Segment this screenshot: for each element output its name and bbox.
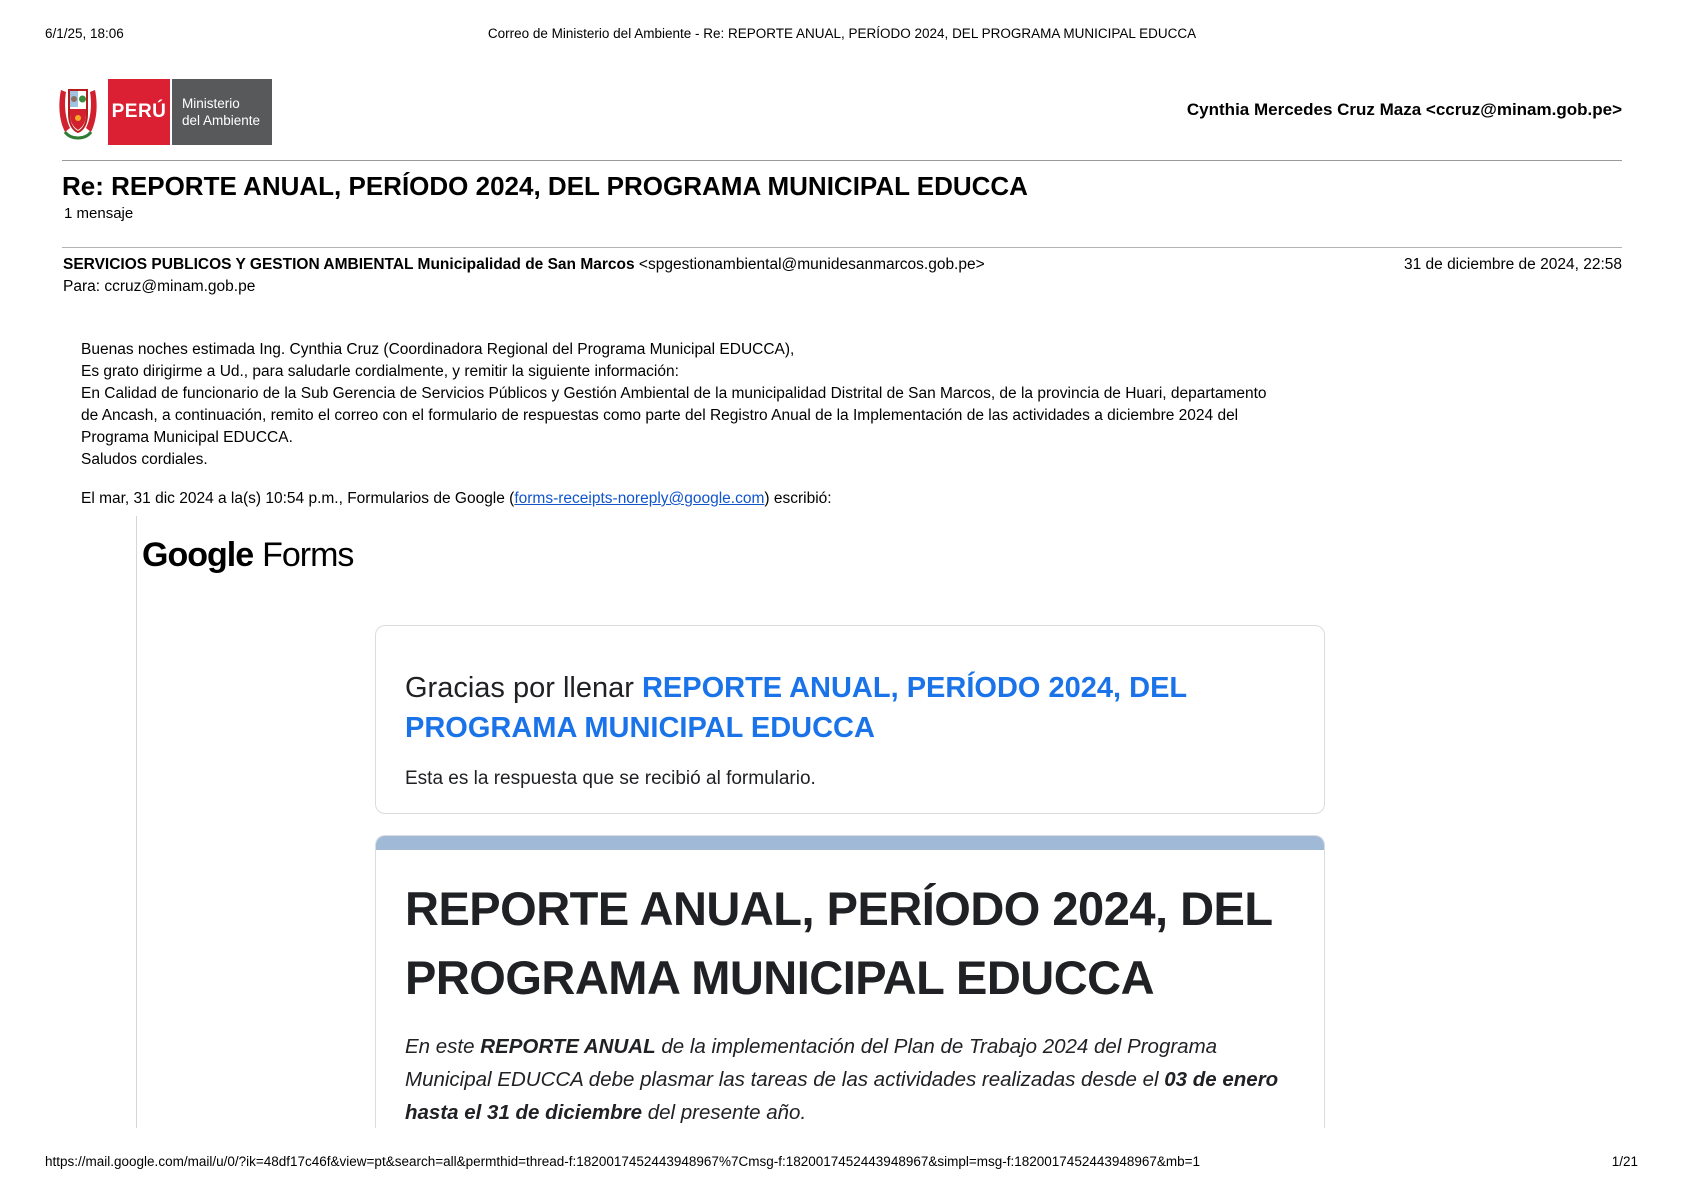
- message-date: 31 de diciembre de 2024, 22:58: [1403, 256, 1622, 273]
- page-number: 1/21: [1611, 1154, 1638, 1169]
- form-card-title: REPORTE ANUAL, PERÍODO 2024, DEL PROGRAMA MUNICIPAL EDUCCA: [405, 882, 1272, 1004]
- message-header-row: [63, 256, 1622, 274]
- body-line: En Calidad de funcionario de la Sub Gerencia de Servicios Públicos y Gestión Ambiental de la municipalidad Distrital de San Marcos, de la provincia de Huari, departamento: [81, 385, 1267, 402]
- body-line: de Ancash, a continuación, remito el correo con el formulario de respuestas como parte del Registro Anual de la Implementación de las actividades a diciembre 2024 del: [81, 407, 1239, 424]
- recipient-line: Para: ccruz@minam.gob.pe: [63, 278, 256, 295]
- sender-name: SERVICIOS PUBLICOS Y GESTION AMBIENTAL Municipalidad de San Marcos: [63, 256, 635, 273]
- sender-email: <spgestionambiental@munidesanmarcos.gob.pe>: [638, 256, 985, 273]
- quote-intro-text-end: ) escribió:: [764, 490, 832, 507]
- body-line: Buenas noches estimada Ing. Cynthia Cruz (Coordinadora Regional del Programa Municipal EDUCCA),: [81, 341, 795, 358]
- google-forms-logo-google: Google: [142, 536, 254, 574]
- ministry-name-line1: Ministerio: [182, 96, 240, 111]
- thanks-card: [375, 625, 1325, 814]
- peru-coat-of-arms-icon: [57, 80, 99, 144]
- message-count: 1 mensaje: [64, 205, 134, 222]
- description-segment: de la implementación del Plan de Trabajo 2024 del Programa Municipal EDUCCA debe plasmar las tareas de las actividades realizadas desde el: [405, 1035, 1218, 1091]
- quote-intro: [81, 490, 832, 508]
- divider: [62, 160, 1622, 161]
- print-document-title: Correo de Ministerio del Ambiente - Re: REPORTE ANUAL, PERÍODO 2024, DEL PROGRAMA MUNICIPAL EDUCCA: [487, 26, 1197, 41]
- divider: [62, 247, 1622, 248]
- description-segment: del presente año.: [642, 1101, 807, 1124]
- subject-title: Re: REPORTE ANUAL, PERÍODO 2024, DEL PROGRAMA MUNICIPAL EDUCCA: [62, 171, 1028, 201]
- forms-noreply-email-link[interactable]: forms-receipts-noreply@google.com: [514, 490, 765, 507]
- thanks-prefix: Gracias por llenar: [405, 672, 642, 704]
- form-card-description: [405, 1030, 1296, 1128]
- quote-border: [136, 516, 137, 1128]
- body-line: Programa Municipal EDUCCA.: [81, 429, 293, 446]
- description-segment: En este: [405, 1035, 481, 1058]
- ministry-name-line2: del Ambiente: [182, 113, 261, 128]
- form-title-link[interactable]: REPORTE ANUAL, PERÍODO 2024, DEL PROGRAMA MUNICIPAL EDUCCA: [405, 672, 1187, 744]
- google-forms-logo: [142, 536, 353, 575]
- account-owner-email: Cynthia Mercedes Cruz Maza <ccruz@minam.gob.pe>: [1186, 100, 1622, 119]
- quote-intro-text: El mar, 31 dic 2024 a la(s) 10:54 p.m., Formularios de Google (: [81, 490, 515, 507]
- description-segment: REPORTE ANUAL: [480, 1035, 656, 1058]
- google-forms-logo-forms: Forms: [262, 536, 354, 574]
- peru-flag-badge: PERÚ: [108, 79, 170, 145]
- thanks-text: [405, 668, 1296, 748]
- print-datetime: 6/1/25, 18:06: [45, 26, 124, 41]
- sender-identity: [63, 256, 985, 274]
- form-card: [375, 835, 1325, 1128]
- form-card-accent-bar: [376, 836, 1324, 850]
- description-segment: 03 de enero hasta el 31 de diciembre: [405, 1068, 1279, 1124]
- body-line: Es grato dirigirme a Ud., para saludarle cordialmente, y remitir la siguiente información:: [81, 363, 679, 380]
- email-body: [81, 339, 1267, 471]
- footer-url: https://mail.google.com/mail/u/0/?ik=48df17c46f&view=pt&search=all&permthid=thread-f:1820017452443948967%7Cmsg-f:1820017452443948967&simpl=msg-f:1820017452443948967&mb=1: [45, 1154, 1201, 1169]
- ministry-name-badge: [172, 79, 272, 145]
- ministry-logo: [57, 79, 272, 145]
- body-line: Saludos cordiales.: [81, 451, 208, 468]
- thanks-subtext: Esta es la respuesta que se recibió al formulario.: [405, 768, 816, 789]
